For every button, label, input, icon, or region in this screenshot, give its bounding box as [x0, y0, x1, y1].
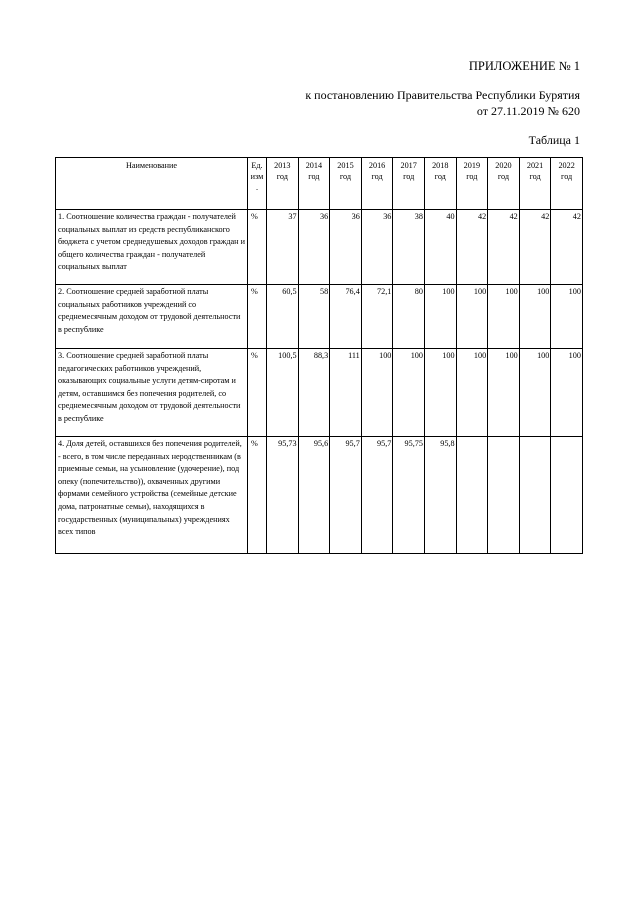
year-suffix: год [497, 172, 510, 181]
year-value: 2020 [495, 161, 512, 170]
year-value: 2017 [400, 161, 417, 170]
year-suffix: год [434, 172, 446, 181]
table-row [56, 437, 583, 554]
header-year [298, 158, 330, 210]
value-cell: 38 [393, 210, 425, 285]
value-cell [456, 437, 488, 554]
year-value: 2013 [274, 161, 291, 170]
value-cell: 40 [424, 210, 456, 285]
year-suffix: год [466, 172, 478, 181]
value-cell: 100 [488, 349, 520, 437]
value-cell [488, 437, 520, 554]
table-header-row [56, 158, 583, 210]
value-cell: 42 [551, 210, 583, 285]
value-cell: 100 [393, 349, 425, 437]
value-cell: 72,1 [361, 285, 393, 349]
indicators-table [55, 157, 583, 554]
indicator-unit: % [248, 285, 267, 349]
header-name: Наименование [56, 158, 248, 210]
value-cell: 37 [267, 210, 299, 285]
value-cell: 100 [551, 349, 583, 437]
value-cell: 36 [361, 210, 393, 285]
year-suffix: год [308, 172, 320, 181]
header-year [330, 158, 362, 210]
value-cell: 36 [298, 210, 330, 285]
year-value: 2019 [463, 161, 481, 170]
indicator-name: 3. Соотношение средней заработной платы педагогических работников учреждений, оказывающих социальные услуги детям-сиротам и детям, оставшимся без попечения родителей, со среднемесячным доходом от трудовой деятельности в республике [56, 349, 248, 437]
value-cell: 100 [488, 285, 520, 349]
table-row [56, 349, 583, 437]
value-cell: 95,8 [424, 437, 456, 554]
year-suffix: год [371, 172, 383, 181]
value-cell: 95,7 [361, 437, 393, 554]
value-cell: 42 [519, 210, 551, 285]
value-cell: 42 [456, 210, 488, 285]
value-cell: 60,5 [267, 285, 299, 349]
year-value: 2021 [526, 161, 544, 170]
indicator-name: 1. Соотношение количества граждан - получателей социальных выплат из средств республиканского бюджета с учетом среднедушевых доходов граждан и общего количества граждан - получателей социальных выплат [56, 210, 248, 285]
header-unit-line2: изм [250, 172, 264, 181]
value-cell: 100 [424, 349, 456, 437]
table-row [56, 285, 583, 349]
value-cell: 100 [519, 285, 551, 349]
header-year [393, 158, 425, 210]
value-cell: 80 [393, 285, 425, 349]
value-cell: 95,6 [298, 437, 330, 554]
indicator-unit: % [248, 210, 267, 285]
year-suffix: год [403, 172, 415, 181]
value-cell: 88,3 [298, 349, 330, 437]
resolution-date-number: от 27.11.2019 № 620 [476, 104, 580, 118]
value-cell: 100 [361, 349, 393, 437]
value-cell: 111 [330, 349, 362, 437]
value-cell: 100,5 [267, 349, 299, 437]
value-cell: 95,73 [267, 437, 299, 554]
header-year [519, 158, 551, 210]
indicator-unit: % [248, 437, 267, 554]
value-cell: 58 [298, 285, 330, 349]
header-year [551, 158, 583, 210]
value-cell: 36 [330, 210, 362, 285]
header-unit-line1: Ед. [251, 161, 263, 170]
value-cell: 100 [551, 285, 583, 349]
header-year [456, 158, 488, 210]
indicator-unit: % [248, 349, 267, 437]
value-cell: 100 [424, 285, 456, 349]
value-cell: 95,75 [393, 437, 425, 554]
value-cell: 95,7 [330, 437, 362, 554]
value-cell: 100 [456, 285, 488, 349]
table-row [56, 210, 583, 285]
value-cell: 42 [488, 210, 520, 285]
year-value: 2018 [432, 161, 449, 170]
year-value: 2015 [337, 161, 354, 170]
year-value: 2016 [368, 161, 386, 170]
indicator-name: 2. Соотношение средней заработной платы социальных работников учреждений со среднемесячным доходом от трудовой деятельности в республике [56, 285, 248, 349]
year-suffix: год [339, 172, 352, 181]
appendix-title: ПРИЛОЖЕНИЕ № 1 [468, 59, 580, 73]
header-unit-line3: . [255, 183, 259, 192]
resolution-reference: к постановлению Правительства Республики Бурятия [305, 88, 580, 102]
indicator-name: 4. Доля детей, оставшихся без попечения родителей, - всего, в том числе переданных неродственникам (в приемные семьи, на усыновление (удочерение), под опеку (попечительство)), охваченных другими формами семейного устройства (семейные детские дома, патронатные семьи), находящихся в государственных (муниципальных) учреждениях всех типов [56, 437, 248, 554]
header-year [361, 158, 393, 210]
year-suffix: год [561, 172, 573, 181]
table-label: Таблица 1 [528, 133, 580, 147]
value-cell [519, 437, 551, 554]
header-year [488, 158, 520, 210]
header-year [424, 158, 456, 210]
value-cell: 100 [456, 349, 488, 437]
year-suffix: год [529, 172, 541, 181]
header-year [267, 158, 299, 210]
value-cell: 76,4 [330, 285, 362, 349]
year-suffix: год [276, 172, 288, 181]
year-value: 2022 [558, 161, 575, 170]
value-cell: 100 [519, 349, 551, 437]
header-unit [248, 158, 267, 210]
year-value: 2014 [305, 161, 323, 170]
value-cell [551, 437, 583, 554]
